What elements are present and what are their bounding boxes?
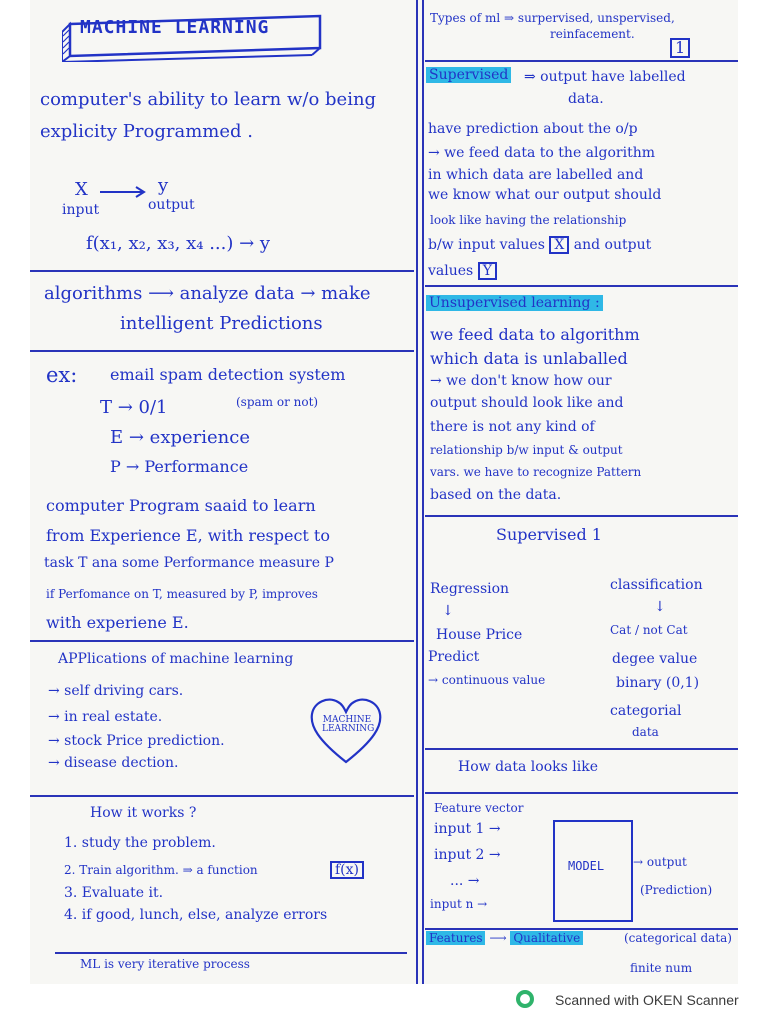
section-divider	[55, 952, 407, 954]
categorial-label: categorial	[610, 703, 682, 719]
definition-text: computer Program saaid to learn	[46, 496, 316, 515]
supervised-label: Supervised	[426, 67, 511, 83]
supervised-text: values	[428, 263, 474, 279]
unsupervised-text: → we don't know how our	[430, 373, 612, 389]
e-line: E → experience	[110, 427, 250, 448]
closing-note: ML is very iterative process	[80, 957, 250, 971]
types-line: reinfacement.	[550, 27, 635, 41]
x-label: X	[75, 179, 88, 200]
supervised-text: and output	[573, 237, 652, 253]
input-item: input 1 →	[434, 821, 501, 837]
section-divider	[30, 350, 414, 352]
fx-box: f(x)	[330, 861, 364, 879]
supervised-text: we know what our output should	[428, 187, 662, 203]
definition-text: if Perfomance on T, measured by P, improves	[46, 587, 318, 601]
regression-arrow: ↓	[442, 603, 454, 619]
input-item: input n →	[430, 897, 488, 911]
regression-label: Regression	[430, 581, 510, 597]
p-line: P → Performance	[110, 457, 249, 476]
t-line: T → 0/1	[100, 397, 168, 418]
definition-text: from Experience E, with respect to	[46, 526, 330, 545]
notebook-page	[30, 0, 738, 984]
function-box	[330, 861, 364, 879]
section-divider	[425, 792, 738, 794]
applications-title: APPlications of machine learning	[58, 651, 294, 667]
page-number-box: 1	[670, 38, 690, 58]
supervised-text: have prediction about the o/p	[428, 121, 638, 137]
supervised-text-line	[428, 236, 651, 254]
section-divider	[30, 795, 414, 797]
how-title: How it works ?	[90, 805, 197, 821]
section-divider	[425, 60, 738, 62]
unsupervised-label: Unsupervised learning :	[426, 295, 603, 311]
box-x: X	[549, 236, 569, 254]
arrow-right-icon: ⟶	[489, 931, 511, 945]
definition-line: explicity Programmed .	[40, 121, 253, 142]
heart-label: MACHINE LEARNING	[322, 715, 375, 734]
list-item: → in real estate.	[48, 709, 163, 725]
qualitative-label: Qualitative	[510, 931, 583, 945]
section-divider	[425, 285, 738, 287]
step-item: 1. study the problem.	[64, 835, 216, 851]
finite-label: finite num	[630, 961, 693, 975]
column-divider-2	[422, 0, 424, 984]
step-item: 4. if good, lunch, else, analyze errors	[64, 907, 328, 923]
supervised-text: in which data are labelled and	[428, 167, 644, 183]
page-title: MACHINE LEARNING	[80, 17, 270, 38]
section-divider	[425, 928, 738, 930]
features-label: Features	[426, 931, 485, 945]
degree-value: degee value	[612, 651, 698, 667]
t-note: (spam or not)	[236, 395, 319, 409]
algorithms-line: intelligent Predictions	[120, 313, 323, 334]
input-label: input	[62, 202, 100, 218]
supervised-text: b/w input values	[428, 237, 545, 253]
list-item: → stock Price prediction.	[48, 733, 225, 749]
box-y: Y	[478, 262, 497, 280]
feature-vector-label: Feature vector	[434, 801, 524, 815]
definition-line: computer's ability to learn w/o being	[40, 89, 377, 110]
cat-not-cat: Cat / not Cat	[610, 623, 688, 637]
house-price: House Price	[436, 627, 523, 643]
unsupervised-text: output should look like and	[430, 395, 624, 411]
column-divider	[416, 0, 418, 984]
supervised-def: data.	[568, 91, 604, 107]
supervised1-title: Supervised 1	[496, 525, 602, 544]
unsupervised-text: there is not any kind of	[430, 419, 595, 435]
list-item: → disease dection.	[48, 755, 179, 771]
model-label: MODEL	[568, 859, 605, 873]
scanner-logo-icon	[516, 990, 534, 1008]
predict-label: Predict	[428, 649, 480, 665]
prediction-label: (Prediction)	[640, 883, 713, 897]
arrow-right-icon	[98, 184, 148, 200]
example-label: ex:	[46, 363, 78, 387]
supervised-text: → we feed data to the algorithm	[428, 145, 655, 161]
output-label-right: → output	[633, 855, 687, 869]
unsupervised-text: we feed data to algorithm	[430, 325, 640, 344]
how-data-looks: How data looks like	[458, 759, 598, 775]
section-divider	[30, 270, 414, 272]
output-label: output	[148, 197, 195, 213]
supervised-text: look like having the relationship	[430, 213, 627, 227]
list-item: → self driving cars.	[48, 683, 184, 699]
unsupervised-text: which data is unlaballed	[430, 349, 628, 368]
function-line: f(x₁, x₂, x₃, x₄ ...) → y	[86, 233, 271, 254]
binary-label: binary (0,1)	[616, 675, 700, 691]
definition-text: with experiene E.	[46, 613, 189, 632]
scanner-watermark: Scanned with OKEN Scanner	[555, 992, 739, 1008]
section-divider	[425, 515, 738, 517]
input-item: input 2 →	[434, 847, 501, 863]
unsupervised-heading	[426, 296, 603, 311]
step-item: 3. Evaluate it.	[64, 885, 164, 901]
types-line: Types of ml ⇒ surpervised, unspervised,	[430, 11, 675, 25]
classification-arrow: ↓	[654, 599, 666, 615]
definition-text: task T ana some Performance measure P	[44, 555, 334, 571]
classification-label: classification	[610, 577, 703, 593]
input-item: ... →	[450, 873, 480, 889]
categorical-label: (categorical data)	[624, 931, 732, 945]
y-label: y	[158, 175, 169, 196]
continuous-label: → continuous value	[428, 673, 546, 687]
page-number	[670, 38, 690, 58]
supervised-def: ⇒ output have labelled	[524, 69, 686, 85]
unsupervised-text: based on the data.	[430, 487, 562, 503]
data-label: data	[632, 725, 659, 739]
algorithms-line: algorithms ⟶ analyze data → make	[44, 283, 371, 304]
example-title: email spam detection system	[110, 365, 346, 384]
supervised-heading	[426, 68, 511, 83]
supervised-text-line	[428, 262, 497, 280]
section-divider	[30, 640, 414, 642]
step-item: 2. Train algorithm. ⇒ a function	[64, 863, 258, 877]
unsupervised-text: relationship b/w input & output	[430, 443, 623, 457]
unsupervised-text: vars. we have to recognize Pattern	[430, 465, 642, 479]
features-row	[426, 932, 583, 945]
section-divider	[425, 748, 738, 750]
